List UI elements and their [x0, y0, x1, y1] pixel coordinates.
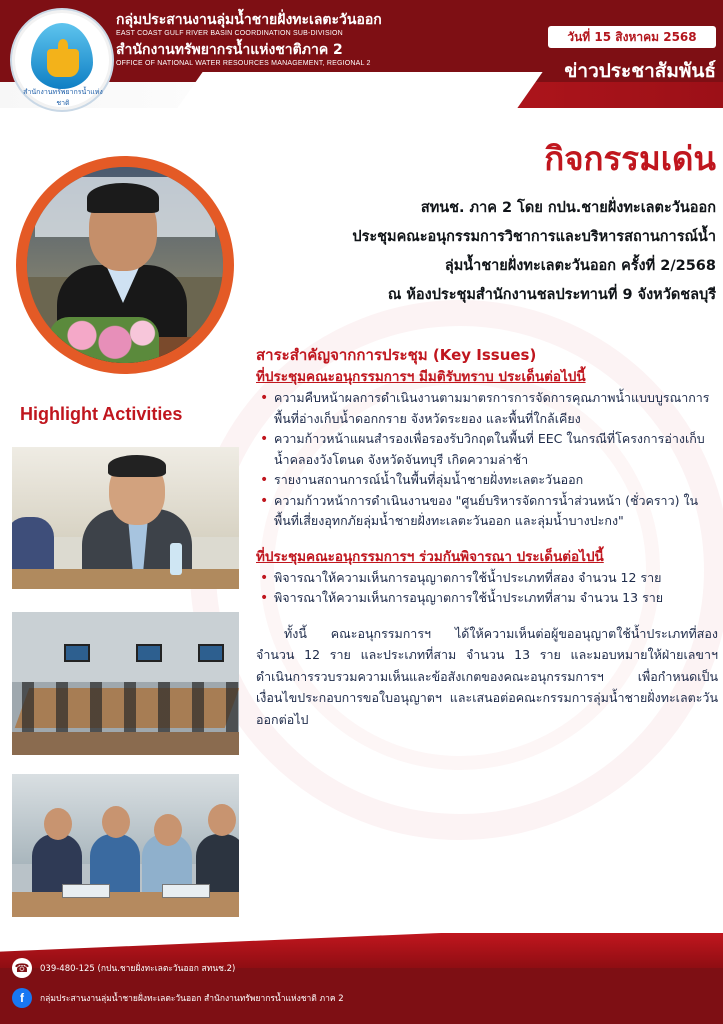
facebook-icon: f — [12, 988, 32, 1008]
key-issues-heading: สาระสำคัญจากการประชุม (Key Issues) — [256, 346, 537, 364]
header-sweep — [177, 72, 542, 108]
activity-photo-3 — [12, 774, 239, 917]
meeting-title-line: ณ ห้องประชุมสำนักงานชลประทานที่ 9 จังหวัดชลบุรี — [387, 287, 716, 303]
list-item: • พิจารณาให้ความเห็นการอนุญาตการใช้น้ำประเภทที่สาม จำนวน 13 ราย — [256, 588, 718, 609]
list-item: • ความก้าวหน้าแผนสำรองเพื่อรองรับวิกฤตในพื้นที่ EEC ในกรณีที่โครงการอ่างเก็บน้ำคลองวังโตนด จังหวัดจันทบุรี เกิดความล่าช้า — [256, 429, 718, 470]
meeting-title-line: ลุ่มน้ำชายฝั่งทะเลตะวันออก ครั้งที่ 2/2568 — [444, 258, 716, 274]
date-text: วันที่ 15 สิงหาคม 2568 — [567, 30, 697, 44]
footer-phone[interactable] — [12, 958, 235, 978]
date-badge — [548, 26, 716, 48]
meeting-summary — [256, 344, 718, 730]
onwr-logo — [12, 10, 112, 110]
chairman-portrait — [27, 167, 223, 363]
meeting-title-line: สทนช. ภาค 2 โดย กปน.ชายฝั่งทะเลตะวันออก — [420, 200, 716, 216]
facebook-text: กลุ่มประสานงานลุ่มน้ำชายฝั่งทะเลตะวันออก สำนักงานทรัพยากรน้ำแห่งชาติ ภาค 2 — [40, 994, 344, 1004]
list-item: • พิจารณาให้ความเห็นการอนุญาตการใช้น้ำประเภทที่สอง จำนวน 12 ราย — [256, 568, 718, 589]
phone-icon: ☎ — [12, 958, 32, 978]
activity-photo-2 — [12, 612, 239, 755]
list-item: • รายงานสถานการณ์น้ำในพื้นที่ลุ่มน้ำชายฝั่งทะเลตะวันออก — [256, 470, 718, 491]
considered-list — [256, 568, 718, 609]
org-name-th-1: กลุ่มประสานงานลุ่มน้ำชายฝั่งทะเลตะวันออก — [116, 12, 382, 28]
logo-caption: สำนักงานทรัพยากรน้ำแห่งชาติ — [23, 88, 103, 107]
list-item: • ความคืบหน้าผลการดำเนินงานตามมาตรการการจัดการคุณภาพน้ำแบบบูรณาการพื้นที่อ่างเก็บน้ำดอกกราย จังหวัดระยอง และพื้นที่ใกล้เคียง — [256, 388, 718, 429]
section-label: ข่าวประชาสัมพันธ์ — [564, 60, 716, 82]
org-names — [116, 12, 382, 69]
considered-heading: ที่ประชุมคณะอนุกรรมการฯ ร่วมกันพิจารณา ประเด็นต่อไปนี้ — [256, 548, 604, 565]
flower-arrangement — [49, 317, 159, 363]
highlight-heading: Highlight Activities — [20, 404, 183, 424]
acknowledged-list — [256, 388, 718, 532]
meeting-title-line: ประชุมคณะอนุกรรมการวิชาการและบริหารสถานการณ์น้ำ — [352, 229, 716, 245]
page-title: กิจกรรมเด่น — [544, 139, 716, 178]
activity-photo-1 — [12, 447, 239, 589]
org-name-th-2: สำนักงานทรัพยากรน้ำแห่งชาติภาค 2 — [116, 42, 343, 58]
org-name-en-1: EAST COAST GULF RIVER BASIN COORDINATION SUB-DIVISION — [116, 30, 343, 37]
summary-paragraph: ทั้งนี้ คณะอนุกรรมการฯ ได้ให้ความเห็นต่อผู้ขออนุญาตใช้น้ำประเภทที่สอง จำนวน 12 ราย และประเภทที่สาม จำนวน 13 ราย และมอบหมายให้ฝ่ายเลขาฯ ดำเนินการรวบรวมความเห็นและข้อสังเกตของคณะอนุกรรมการฯ เพื่อกำหนดเป็นเงื่อนไขประกอบการขอใบอนุญาตฯ และเสนอต่อคณะกรรมการลุ่มน้ำชายฝั่งทะเลตะวันออกต่อไป — [256, 625, 718, 727]
acknowledged-heading: ที่ประชุมคณะอนุกรรมการฯ มีมติรับทราบ ประเด็นต่อไปนี้ — [256, 369, 586, 385]
org-name-en-2: OFFICE OF NATIONAL WATER RESOURCES MANAGEMENT, REGIONAL 2 — [116, 60, 371, 67]
phone-text: 039-480-125 (กปน.ชายฝั่งทะเลตะวันออก สทนช.2) — [40, 964, 236, 974]
list-item: • ความก้าวหน้าการดำเนินงานของ "ศูนย์บริหารจัดการน้ำส่วนหน้า (ชั่วคราว) ในพื้นที่เสี่ยงอุทกภัยลุ่มน้ำชายฝั่งทะเลตะวันออก และลุ่มน้ำบางปะกง" — [256, 491, 718, 532]
footer-facebook[interactable] — [12, 988, 344, 1008]
meeting-title — [236, 194, 716, 310]
header — [0, 0, 723, 108]
emblem-icon — [47, 49, 79, 77]
